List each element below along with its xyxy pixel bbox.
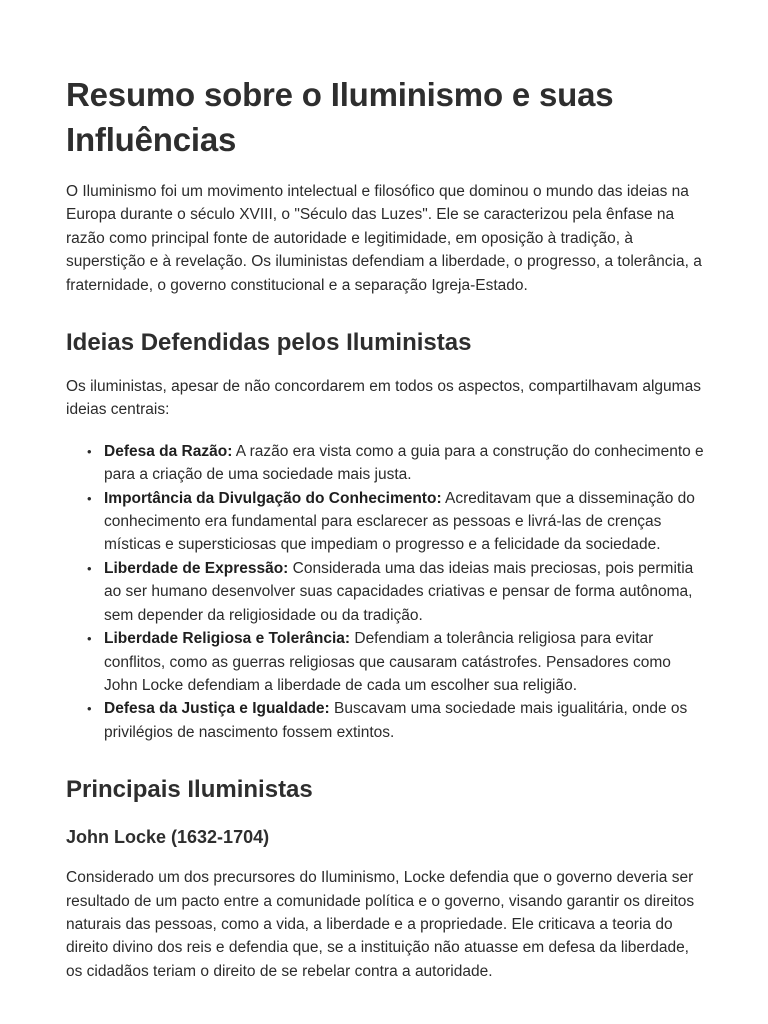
bullet-icon: • xyxy=(87,631,92,647)
list-item-term: Defesa da Razão: xyxy=(104,442,233,460)
list-item-term: Liberdade Religiosa e Tolerância: xyxy=(104,630,351,648)
bullet-icon: • xyxy=(87,560,92,576)
list-item-text: A razão era vista como a guia para a construção do conhecimento e para a criação de uma sociedade mais justa. xyxy=(104,442,704,484)
list-item xyxy=(87,627,704,697)
bullet-icon: • xyxy=(87,490,92,506)
locke-paragraph: Considerado um dos precursores do Iluminismo, Locke defendia que o governo deveria ser resultado de um pacto entre a comunidade política e o governo, visando garantir os direitos naturais das pessoas, como a vida, a liberdade e a propriedade. Ele criticava a teoria do direito divino dos reis e defendia que, se a instituição não atuasse em defesa da liberdade, os cidadãos teriam o direito de se rebelar contra a autoridade. xyxy=(66,869,695,980)
section-heading-ideias: Ideias Defendidas pelos Iluministas xyxy=(66,329,472,357)
list-item xyxy=(87,487,704,557)
page-title: Resumo sobre o Iluminismo e suas Influências xyxy=(66,76,614,158)
ideias-list xyxy=(66,440,704,744)
list-item-text: Buscavam uma sociedade mais igualitária, onde os privilégios de nascimento fossem extintos. xyxy=(104,700,688,741)
subsection-heading-locke: John Locke (1632-1704) xyxy=(66,827,270,848)
list-item-text: Defendiam a tolerância religiosa para evitar conflitos, como as guerras religiosas que causaram catástrofes. Pensadores como John Locke defendiam a liberdade de cada um escolher sua religião. xyxy=(104,630,671,694)
list-item-term: Importância da Divulgação do Conhecimento: xyxy=(104,489,442,507)
bullet-icon: • xyxy=(87,443,92,459)
intro-paragraph: O Iluminismo foi um movimento intelectual e filosófico que dominou o mundo das ideias na Europa durante o século XVIII, o "Século das Luzes". Ele se caracterizou pela ênfase na razão como principal fonte de autoridade e legitimidade, em oposição à tradição, à superstição e à revelação. Os iluministas defendiam a liberdade, o progresso, a tolerância, a fraternidade, o governo constitucional e a separação Igreja-Estado. xyxy=(66,183,702,294)
list-item-text: Considerada uma das ideias mais preciosas, pois permitia ao ser humano desenvolver suas capacidades criativas e pensar de forma autônoma, sem depender da religiosidade ou da tradição. xyxy=(104,559,694,624)
bullet-icon: • xyxy=(87,701,92,717)
list-item xyxy=(87,440,704,487)
list-item xyxy=(87,557,704,627)
list-item xyxy=(87,697,704,744)
section-heading-principais: Principais Iluministas xyxy=(66,776,313,804)
list-item-term: Liberdade de Expressão: xyxy=(104,559,289,577)
list-item-text: Acreditavam que a disseminação do conhecimento era fundamental para esclarecer as pessoas e livrá-las de crenças místicas e supersticiosas que impediam o progresso e a felicidade da sociedade. xyxy=(104,489,695,554)
ideias-lead-paragraph: Os iluministas, apesar de não concordarem em todos os aspectos, compartilhavam algumas ideias centrais: xyxy=(66,378,701,419)
list-item-term: Defesa da Justiça e Igualdade: xyxy=(104,700,330,718)
